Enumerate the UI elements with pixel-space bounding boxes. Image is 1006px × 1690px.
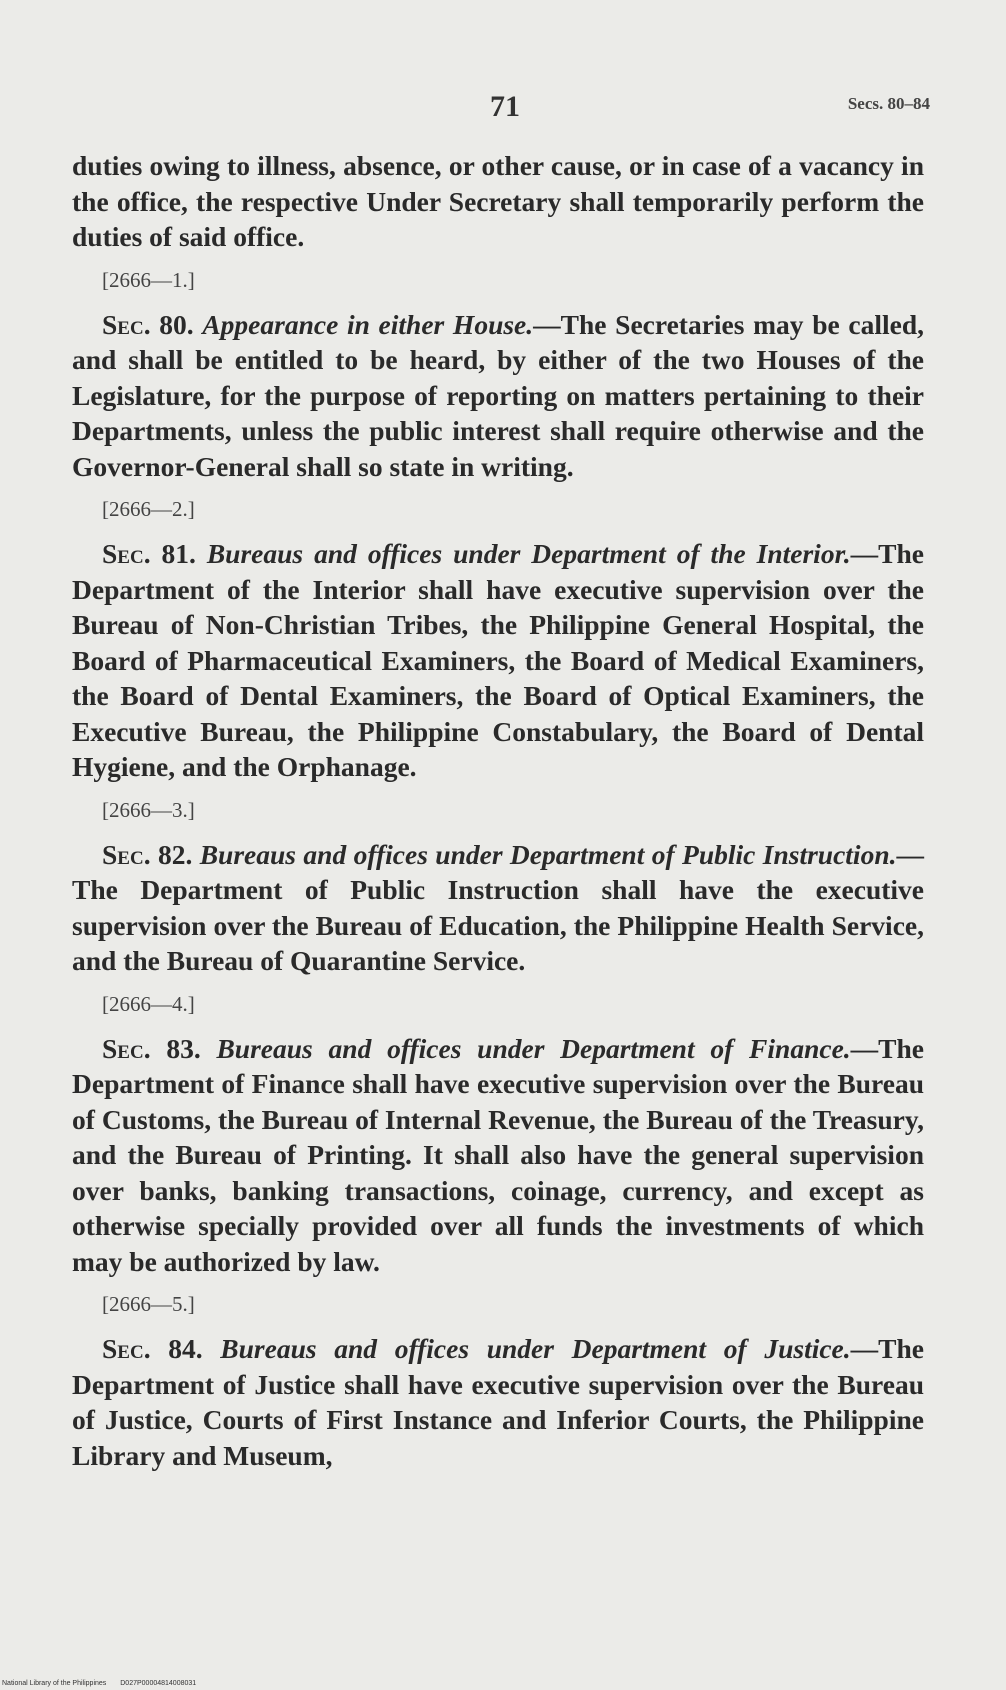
section-82 <box>72 837 924 979</box>
continued-paragraph: duties owing to illness, absence, or other cause, or in case of a vacancy in the office, the respective Under Secretary shall temporarily perform the duties of said office. <box>72 150 924 252</box>
section-label: Sec. 83. <box>102 1032 201 1064</box>
section-text: —The Department of the Interior shall have executive supervision over the Bureau of Non-Christian Tribes, the Philippine General Hospital, the Board of Pharmaceutical Examiners, the Board of Medical Examiners, the Board of Dental Examiners, the Board of Optical Examiners, the Executive Bureau, the Philippine Constabulary, the Board of Dental Hygiene, and the Orphanage. <box>72 538 924 782</box>
footer-credit <box>2 1680 208 1687</box>
section-label: Sec. 81. <box>102 538 196 569</box>
section-title: Bureaus and offices under Department of Public Instruction. <box>199 838 897 870</box>
source-citation: [2666—3.] <box>102 797 195 822</box>
section-text: —The Department of Finance shall have executive supervision over the Bureau of Customs, the Bureau of Internal Revenue, the Bureau of the Treasury, and the Bureau of Printing. It shall also have the general supervision over banks, banking transactions, coinage, currency, and except as otherwise specially provided over all funds the investments of which may be authorized by law. <box>72 1032 924 1277</box>
source-citation: [2666—4.] <box>102 991 195 1016</box>
section-title: Bureaus and offices under Department of the Interior. <box>206 538 851 569</box>
scan-id: D027P00004814008031 <box>120 1680 197 1687</box>
section-title: Bureaus and offices under Department of Justice. <box>220 1333 851 1364</box>
library-credit: National Library of the Philippines <box>2 1680 107 1687</box>
section-text: —The Secretaries may be called, and shall be entitled to be heard, by either of the two Houses of the Legislature, for the purpose of reporting on matters pertaining to their Departments, unless the public interest shall require otherwise and the Governor-General shall so state in writing. <box>72 308 924 482</box>
section-title: Appearance in either House. <box>202 308 534 340</box>
page-header <box>70 90 930 130</box>
page-number: 71 <box>490 90 520 123</box>
sections-range: Secs. 80–84 <box>847 94 930 113</box>
source-citation: [2666—2.] <box>102 497 195 521</box>
section-label: Sec. 82. <box>102 838 193 870</box>
section-label: Sec. 84. <box>102 1333 203 1364</box>
section-text: —The Department of Public Instruction shall have the executive supervision over the Bureau of Education, the Philippine Health Service, and the Bureau of Quarantine Service. <box>72 838 924 976</box>
page-body <box>72 148 924 1479</box>
section-84 <box>72 1331 924 1473</box>
source-citation: [2666—1.] <box>102 267 195 292</box>
section-label: Sec. 80. <box>102 308 194 340</box>
section-80 <box>72 307 924 485</box>
source-citation: [2666—5.] <box>102 1292 195 1316</box>
section-81 <box>72 536 924 785</box>
section-text: —The Department of Justice shall have executive supervision over the Bureau of Justice, Courts of First Instance and Inferior Courts, the Philippine Library and Museum, <box>72 1333 924 1471</box>
section-83 <box>72 1031 924 1280</box>
section-title: Bureaus and offices under Department of Finance. <box>216 1032 851 1064</box>
